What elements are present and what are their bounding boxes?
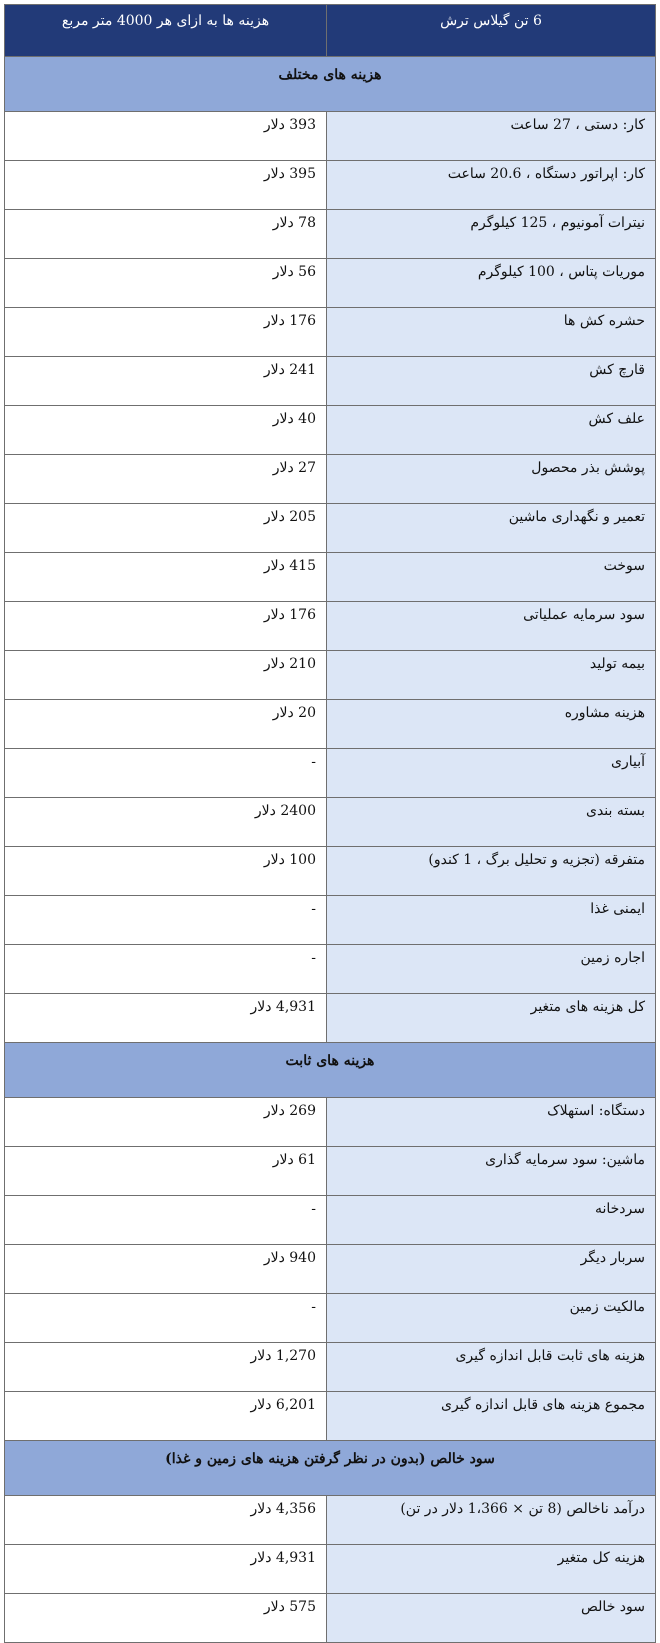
table-body <box>5 57 656 1643</box>
table-row <box>5 1594 656 1643</box>
section-header-row <box>5 1441 656 1496</box>
cost-value: 4,356 دلار <box>5 1496 327 1545</box>
table-row <box>5 553 656 602</box>
cost-value: 6,201 دلار <box>5 1392 327 1441</box>
cost-item-label: قارچ کش <box>327 357 656 406</box>
cost-value: - <box>5 896 327 945</box>
cost-item-label: ایمنی غذا <box>327 896 656 945</box>
cost-item-label: درآمد ناخالص (8 تن × 1،366 دلار در تن) <box>327 1496 656 1545</box>
cost-item-label: بسته بندی <box>327 798 656 847</box>
table-row <box>5 994 656 1043</box>
cost-column-header: هزینه ها به ازای هر 4000 متر مربع <box>5 5 327 57</box>
table-row <box>5 896 656 945</box>
cost-item-label: سود خالص <box>327 1594 656 1643</box>
cost-item-label: کار: دستی ، 27 ساعت <box>327 112 656 161</box>
cost-item-label: هزینه های ثابت قابل اندازه گیری <box>327 1343 656 1392</box>
table-row <box>5 1245 656 1294</box>
section-title: هزینه های ثابت <box>5 1043 656 1098</box>
cost-item-label: موریات پتاس ، 100 کیلوگرم <box>327 259 656 308</box>
table-row <box>5 945 656 994</box>
cost-item-label: نیترات آمونیوم ، 125 کیلوگرم <box>327 210 656 259</box>
cost-item-label: سود سرمایه عملیاتی <box>327 602 656 651</box>
cost-value: 415 دلار <box>5 553 327 602</box>
table-row <box>5 1196 656 1245</box>
table-row <box>5 1392 656 1441</box>
cost-value: 940 دلار <box>5 1245 327 1294</box>
table-header-row <box>5 5 656 57</box>
cost-table <box>4 4 656 1643</box>
cost-value: 2400 دلار <box>5 798 327 847</box>
table-row <box>5 210 656 259</box>
cost-value: 176 دلار <box>5 602 327 651</box>
cost-item-label: مالکیت زمین <box>327 1294 656 1343</box>
cost-value: - <box>5 945 327 994</box>
cost-value: 1,270 دلار <box>5 1343 327 1392</box>
table-row <box>5 1147 656 1196</box>
section-header-row <box>5 57 656 112</box>
cost-item-label: سربار دیگر <box>327 1245 656 1294</box>
cost-item-label: دستگاه: استهلاک <box>327 1098 656 1147</box>
table-row <box>5 1545 656 1594</box>
section-title: سود خالص (بدون در نظر گرفتن هزینه های زمین و غذا) <box>5 1441 656 1496</box>
cost-item-label: پوشش بذر محصول <box>327 455 656 504</box>
cost-item-label: سردخانه <box>327 1196 656 1245</box>
cost-value: 20 دلار <box>5 700 327 749</box>
table-row <box>5 1496 656 1545</box>
cost-item-label: اجاره زمین <box>327 945 656 994</box>
cost-value: - <box>5 1196 327 1245</box>
cost-value: 269 دلار <box>5 1098 327 1147</box>
table-row <box>5 1294 656 1343</box>
table-row <box>5 504 656 553</box>
cost-item-label: کار: اپراتور دستگاه ، 20.6 ساعت <box>327 161 656 210</box>
table-row <box>5 1343 656 1392</box>
table-row <box>5 798 656 847</box>
section-header-row <box>5 1043 656 1098</box>
table-row <box>5 847 656 896</box>
table-row <box>5 700 656 749</box>
cost-item-label: مجموع هزینه های قابل اندازه گیری <box>327 1392 656 1441</box>
cost-item-label: کل هزینه های متغیر <box>327 994 656 1043</box>
cost-value: 575 دلار <box>5 1594 327 1643</box>
cost-value: 78 دلار <box>5 210 327 259</box>
cost-item-label: آبیاری <box>327 749 656 798</box>
cost-value: 56 دلار <box>5 259 327 308</box>
cost-item-label: هزینه کل متغیر <box>327 1545 656 1594</box>
cost-item-label: سوخت <box>327 553 656 602</box>
table-row <box>5 1098 656 1147</box>
cost-item-label: حشره کش ها <box>327 308 656 357</box>
cost-value: 176 دلار <box>5 308 327 357</box>
table-row <box>5 406 656 455</box>
cost-item-label: تعمیر و نگهداری ماشین <box>327 504 656 553</box>
cost-item-label: ماشین: سود سرمایه گذاری <box>327 1147 656 1196</box>
table-row <box>5 308 656 357</box>
cost-value: 4,931 دلار <box>5 994 327 1043</box>
section-title: هزینه های مختلف <box>5 57 656 112</box>
cost-value: 395 دلار <box>5 161 327 210</box>
cost-item-label: متفرقه (تجزیه و تحلیل برگ ، 1 کندو) <box>327 847 656 896</box>
cost-value: 205 دلار <box>5 504 327 553</box>
table-row <box>5 651 656 700</box>
cost-item-label: علف کش <box>327 406 656 455</box>
cost-value: 27 دلار <box>5 455 327 504</box>
cost-value: - <box>5 1294 327 1343</box>
item-column-header: 6 تن گیلاس ترش <box>327 5 656 57</box>
table-row <box>5 112 656 161</box>
table-row <box>5 357 656 406</box>
table-row <box>5 749 656 798</box>
cost-value: 100 دلار <box>5 847 327 896</box>
cost-value: 393 دلار <box>5 112 327 161</box>
cost-value: - <box>5 749 327 798</box>
cost-value: 61 دلار <box>5 1147 327 1196</box>
cost-value: 40 دلار <box>5 406 327 455</box>
cost-item-label: بیمه تولید <box>327 651 656 700</box>
table-row <box>5 455 656 504</box>
cost-value: 241 دلار <box>5 357 327 406</box>
table-row <box>5 602 656 651</box>
table-row <box>5 259 656 308</box>
cost-item-label: هزینه مشاوره <box>327 700 656 749</box>
cost-value: 4,931 دلار <box>5 1545 327 1594</box>
table-row <box>5 161 656 210</box>
cost-value: 210 دلار <box>5 651 327 700</box>
